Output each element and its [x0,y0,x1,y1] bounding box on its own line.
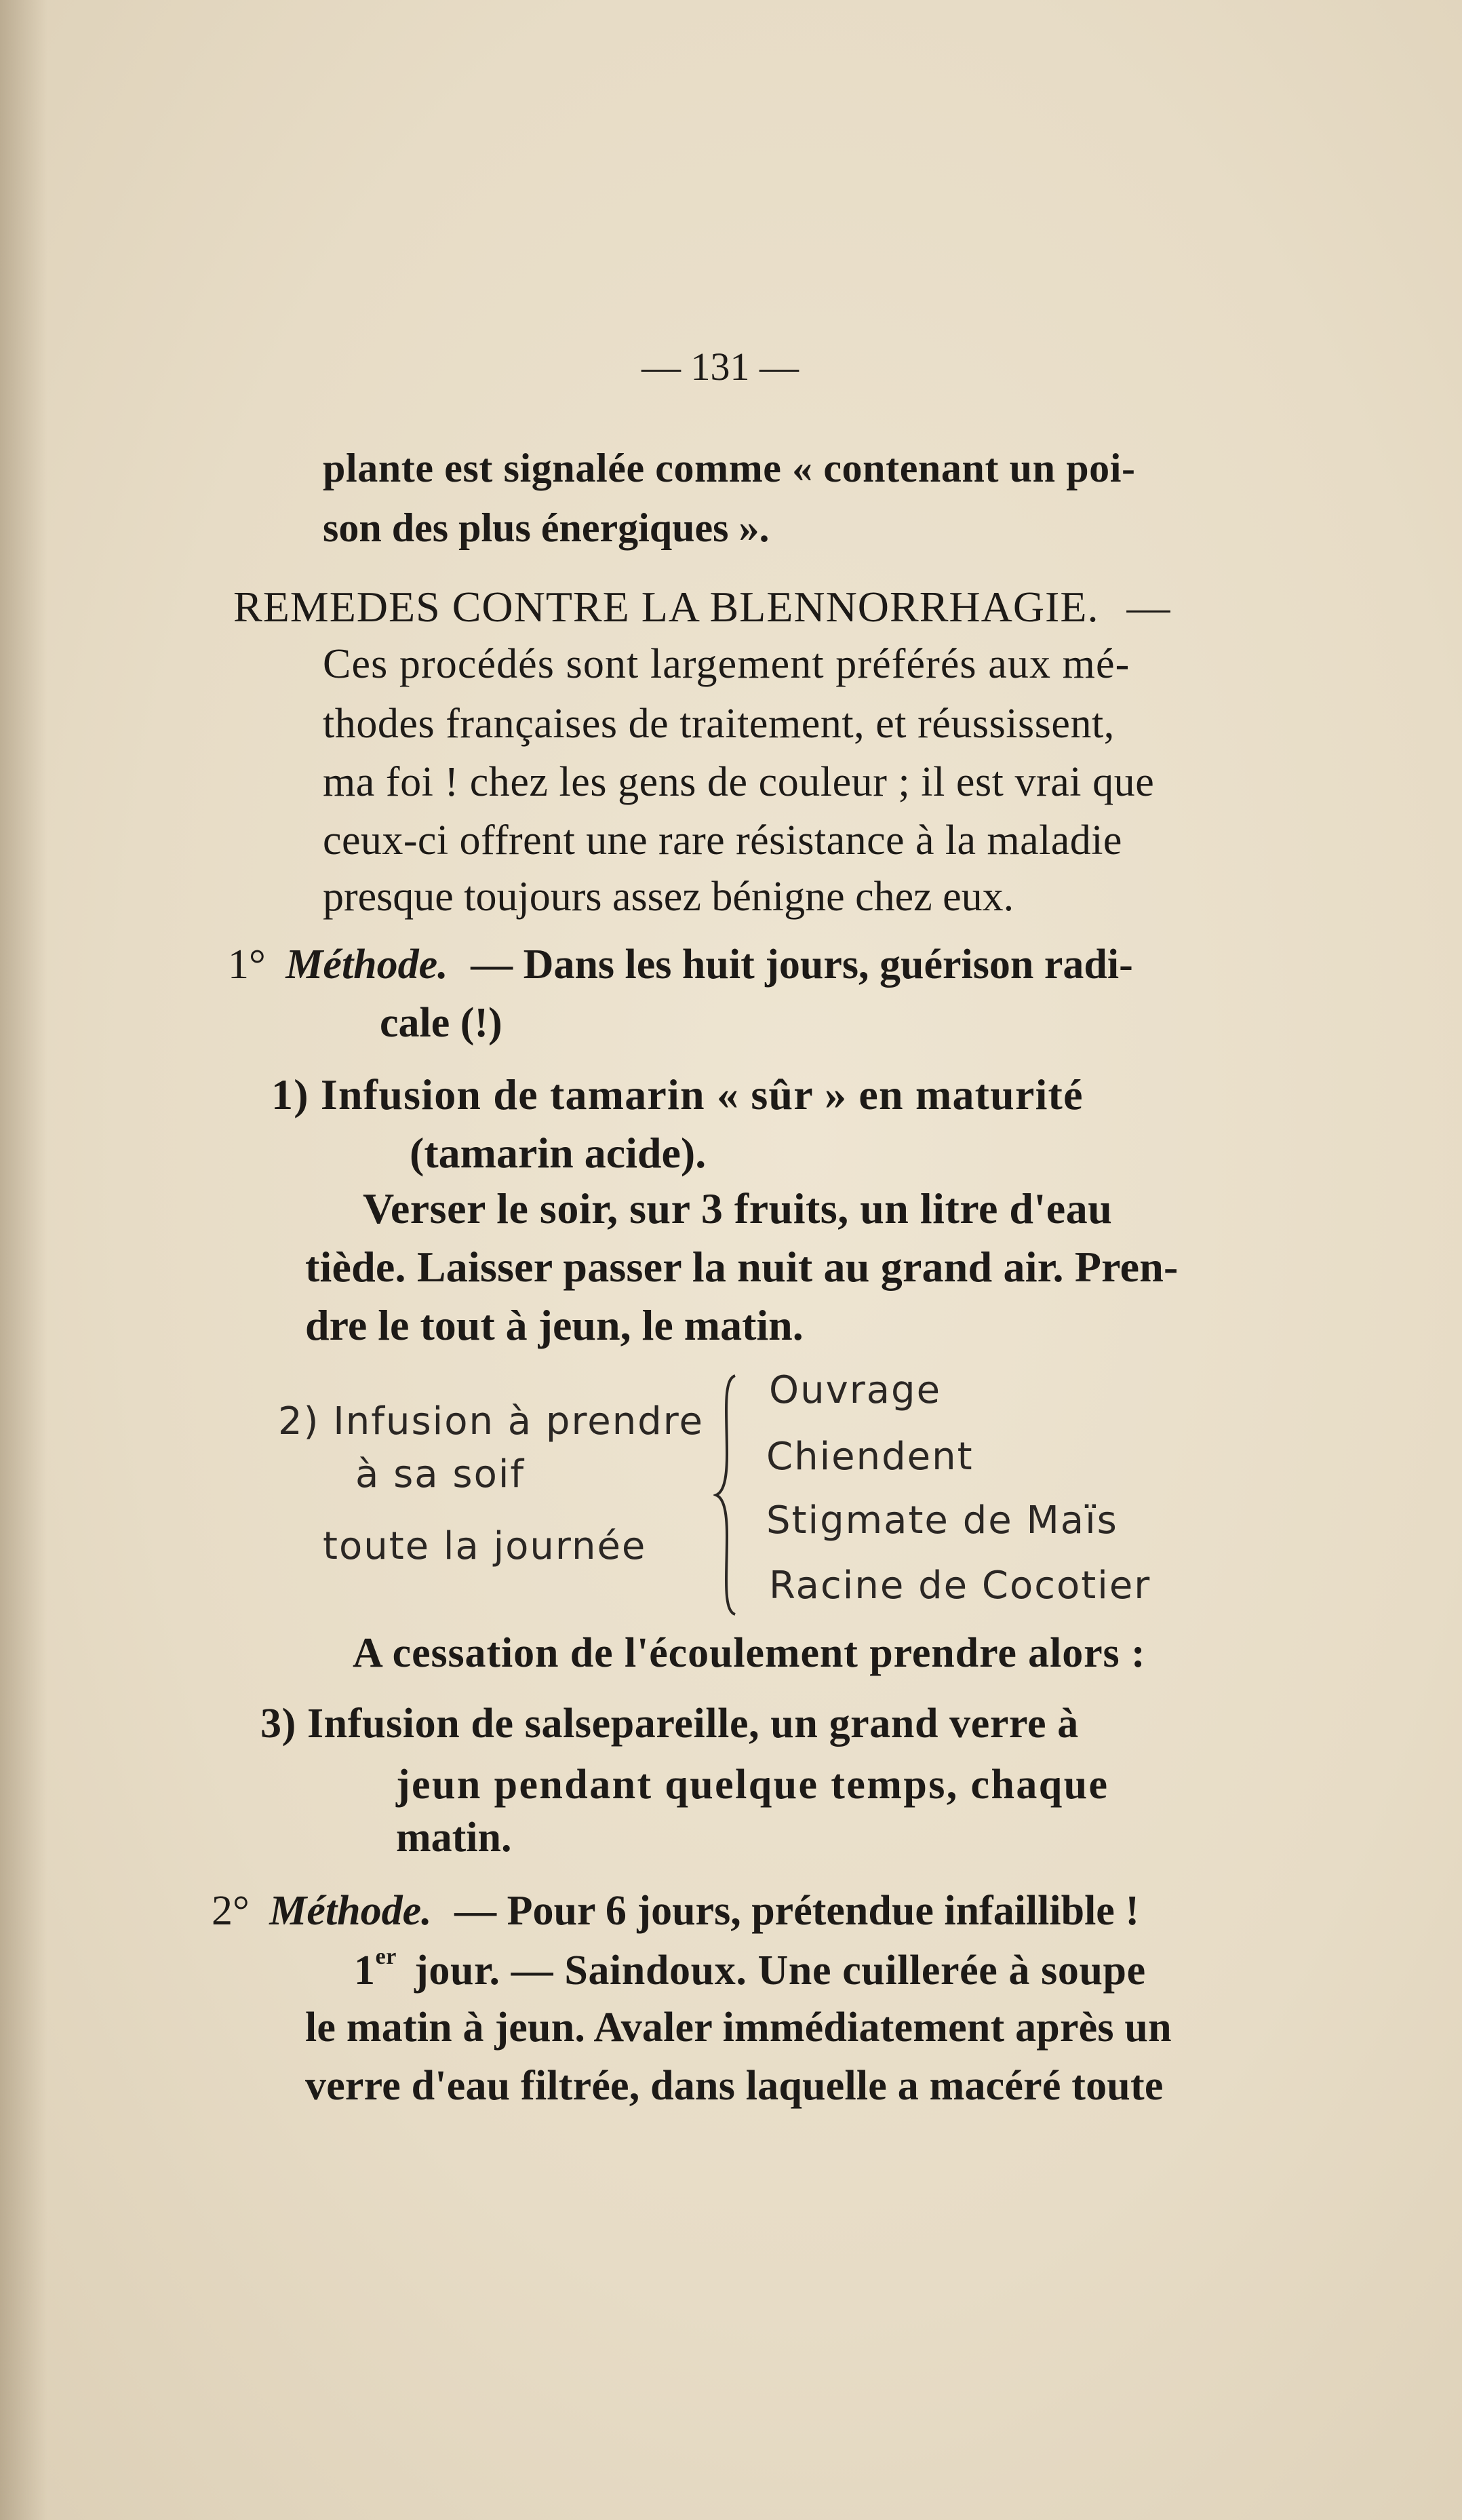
ingredient-item: Ouvrage [769,1368,942,1412]
heading-dash: — [1126,583,1171,631]
item-1-line: 1) Infusion de tamarin « sûr » en maturité [271,1070,1084,1119]
text-line: Ces procédés sont largement préférés aux mé- [323,641,1130,687]
text-line: ma foi ! chez les gens de couleur ; il est vrai que [323,759,1155,805]
method-2-number: 2° [212,1888,250,1934]
method-1-title: Méthode. [285,942,448,988]
day-number: 1 [354,1947,376,1994]
method-1-number: 1° [228,942,266,988]
text-line: matin. [396,1815,512,1861]
text-line: tiède. Laisser passer la nuit au grand air. Pren- [305,1243,1179,1291]
ingredient-item: Chiendent [766,1435,974,1479]
text-line: verre d'eau filtrée, dans laquelle a macéré toute [305,2063,1164,2109]
ingredient-item: Racine de Cocotier [769,1564,1151,1608]
text-line: A cessation de l'écoulement prendre alors : [353,1630,1146,1676]
item-2-label: 2) Infusion à prendre [278,1399,704,1443]
method-1-text: — Dans les huit jours, guérison radi- [471,942,1133,988]
item-3-line: 3) Infusion de salsepareille, un grand verre à [260,1701,1079,1747]
item-2-label: à sa soif [355,1452,526,1496]
text-line: (tamarin acide). [410,1129,707,1177]
text-line: thodes françaises de traitement, et réussissent, [323,701,1115,747]
ingredient-item: Stigmate de Maïs [766,1498,1118,1543]
text-line: presque toujours assez bénigne chez eux. [323,874,1014,920]
day-1-text: jour. — Saindoux. Une cuillerée à soupe [414,1947,1146,1994]
method-1-heading [228,944,1133,986]
text-line: le matin à jeun. Avaler immédiatement après un [305,2004,1172,2051]
text-line: cale (!) [380,1000,502,1046]
curly-brace-icon [713,1373,740,1617]
heading-title: REMEDES CONTRE LA BLENNORRHAGIE. [233,583,1099,631]
method-2-heading [212,1890,1139,1932]
page-number: — 131 — [641,345,799,389]
method-2-text: — Pour 6 jours, prétendue infaillible ! [454,1888,1139,1934]
text-line: ceux-ci offrent une rare résistance à la maladie [323,817,1122,864]
day-ordinal: er [375,1944,397,1969]
text-line: son des plus énergiques ». [323,505,770,550]
method-2-title: Méthode. [269,1888,432,1934]
text-line: dre le tout à jeun, le matin. [305,1301,804,1349]
day-1-line [354,1944,1146,1994]
item-2-label: toute la journée [323,1524,647,1568]
text-line: jeun pendant quelque temps, chaque [396,1762,1109,1808]
spine-shadow [0,0,47,2520]
section-heading [233,585,1170,629]
text-line: plante est signalée comme « contenant un poi- [323,446,1136,490]
text-line: Verser le soir, sur 3 fruits, un litre d'eau [363,1184,1113,1233]
